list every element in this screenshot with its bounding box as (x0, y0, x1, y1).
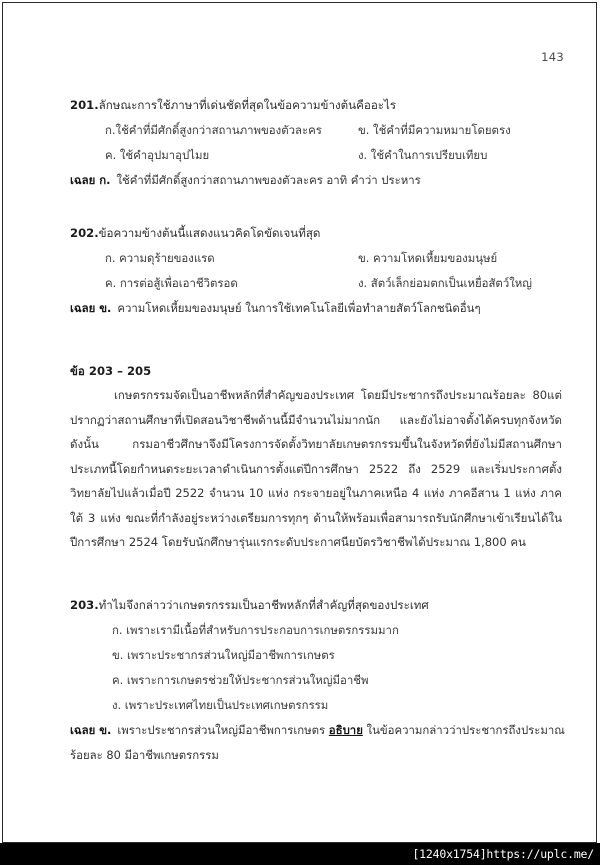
question-text-203: ทำไมจึงกล่าวว่าเกษตรกรรมเป็นอาชีพหลักที่สำคัญที่สุดของประเทศ (98, 597, 429, 612)
option-row (70, 143, 565, 168)
option-202-c[interactable]: ค. การต่อสู้เพื่อเอาชีวิตรอด (105, 276, 238, 290)
footer-watermark-bar (0, 843, 600, 865)
option-203-d[interactable]: ง. เพราะประเทศไทยเป็นประเทศเกษตรกรรม (112, 697, 329, 712)
question-number-203: 203. (70, 597, 99, 612)
question-block-202 (70, 221, 565, 321)
question-number-202: 202. (70, 226, 99, 240)
option-203-a[interactable]: ก. เพราะเรามีเนื้อที่สำหรับการประกอบการเกษตรกรรมมาก (112, 622, 399, 637)
spacer (70, 321, 565, 359)
answer-line-201 (70, 168, 565, 193)
passage-text: เกษตรกรรมจัดเป็นอาชีพหลักที่สำคัญของประเทศ โดยมีประชากรถึงประมาณร้อยละ 80แต่ปรากฏว่าสถานศึกษาที่เปิดสอนวิชาชีพด้านนี้มีจำนวนไม่มากนัก และยังไม่อาจตั้งได้ครบทุกจังหวัด ดังนั้น กรมอาชีวศึกษาจึงมีโครงการจัดตั้งวิทยาลัยเกษตรกรรมขึ้นในจังหวัดที่ยังไม่มีสถานศึกษาประเภทนี้โดยกำหนดระยะเวลาดำเนินการตั้งแต่ปีการศึกษา 2522 ถึง 2529 และเริ่มประกาศตั้งวิทยาลัยไปแล้วเมื่อปี 2522 จำนวน 10 แห่ง กระจายอยู่ในภาคเหนือ 4 แห่ง ภาคอีสาน 1 แห่ง ภาคใต้ 3 แห่ง ขณะที่กำลังอยู่ระหว่างเตรียมการทุกๆ ด้านให้พร้อมเพื่อสามารถรับนักศึกษาเข้าเรียนได้ในปีการศึกษา 2524 โดยรับนักศึกษารุ่นแรกระดับประกาศนียบัตรวิชาชีพได้ประมาณ 1,800 คน (70, 388, 562, 549)
options-202 (70, 246, 565, 296)
answer-text-202: ความโหดเหี้ยมของมนุษย์ ในการใช้เทคโนโลยีเพื่อทำลายสัตว์โลกชนิดอื่นๆ (117, 301, 481, 315)
question-number-201: 201. (70, 98, 99, 112)
option-row (70, 118, 565, 143)
answer-line-202 (70, 296, 565, 321)
answer-text-201: ใช้คำที่มีศักดิ์สูงกว่าสถานภาพของตัวละคร อาทิ คำว่า ประหาร (116, 173, 421, 187)
question-text-201: ลักษณะการใช้ภาษาที่เด่นชัดที่สุดในข้อความข้างต้นคืออะไร (98, 98, 397, 112)
document-body (70, 93, 565, 768)
question-block-203 (70, 593, 565, 768)
answer-line-203 (70, 718, 565, 768)
answer-tag-201: เฉลย ก. (70, 173, 111, 187)
option-row (70, 271, 565, 296)
option-202-a[interactable]: ก. ความดุร้ายของแรด (105, 251, 215, 265)
answer-tag-203: เฉลย ข. (70, 722, 112, 737)
option-201-b[interactable]: ข. ใช้คำที่มีความหมายโดยตรง (358, 123, 511, 137)
option-202-d[interactable]: ง. สัตว์เล็กย่อมตกเป็นเหยื่อสัตว์ใหญ่ (358, 276, 532, 290)
spacer (70, 555, 565, 593)
option-201-c[interactable]: ค. ใช้คำอุปมาอุปไมย (105, 148, 210, 162)
answer-text-203-part1: เพราะประชากรส่วนใหญ่มีอาชีพการเกษตร (117, 722, 326, 737)
question-stem-201 (70, 93, 565, 118)
passage-heading: ข้อ 203 – 205 (70, 364, 152, 378)
footer-watermark-text: [1240x1754]https://uplc.me/ (412, 847, 594, 861)
option-203-c[interactable]: ค. เพราะการเกษตรช่วยให้ประชากรส่วนใหญ่มีอาชีพ (112, 672, 369, 687)
option-202-b[interactable]: ข. ความโหดเหี้ยมของมนุษย์ (358, 251, 498, 265)
spacer (70, 193, 565, 221)
option-201-d[interactable]: ง. ใช้คำในการเปรียบเทียบ (358, 148, 488, 162)
option-203-b[interactable]: ข. เพราะประชากรส่วนใหญ่มีอาชีพการเกษตร (112, 647, 335, 662)
question-stem-202 (70, 221, 565, 246)
page-number: 143 (541, 50, 564, 64)
option-row (70, 246, 565, 271)
answer-text-203-part2: ในข้อความกล่าวว่าประชากรถึงประมาณร้อยละ 80 มีอาชีพเกษตรกรรม (70, 722, 565, 762)
option-201-a[interactable]: ก.ใช้คำที่มีศักดิ์สูงกว่าสถานภาพของตัวละคร (105, 123, 322, 137)
question-text-202: ข้อความข้างต้นนี้แสดงแนวคิดโดขัดเจนที่สุด (98, 226, 321, 240)
answer-emphasis-203: อธิบาย (328, 722, 363, 737)
options-201 (70, 118, 565, 168)
answer-tag-202: เฉลย ข. (70, 301, 112, 315)
options-203 (70, 618, 565, 718)
question-stem-203 (70, 593, 565, 618)
question-block-201 (70, 93, 565, 193)
